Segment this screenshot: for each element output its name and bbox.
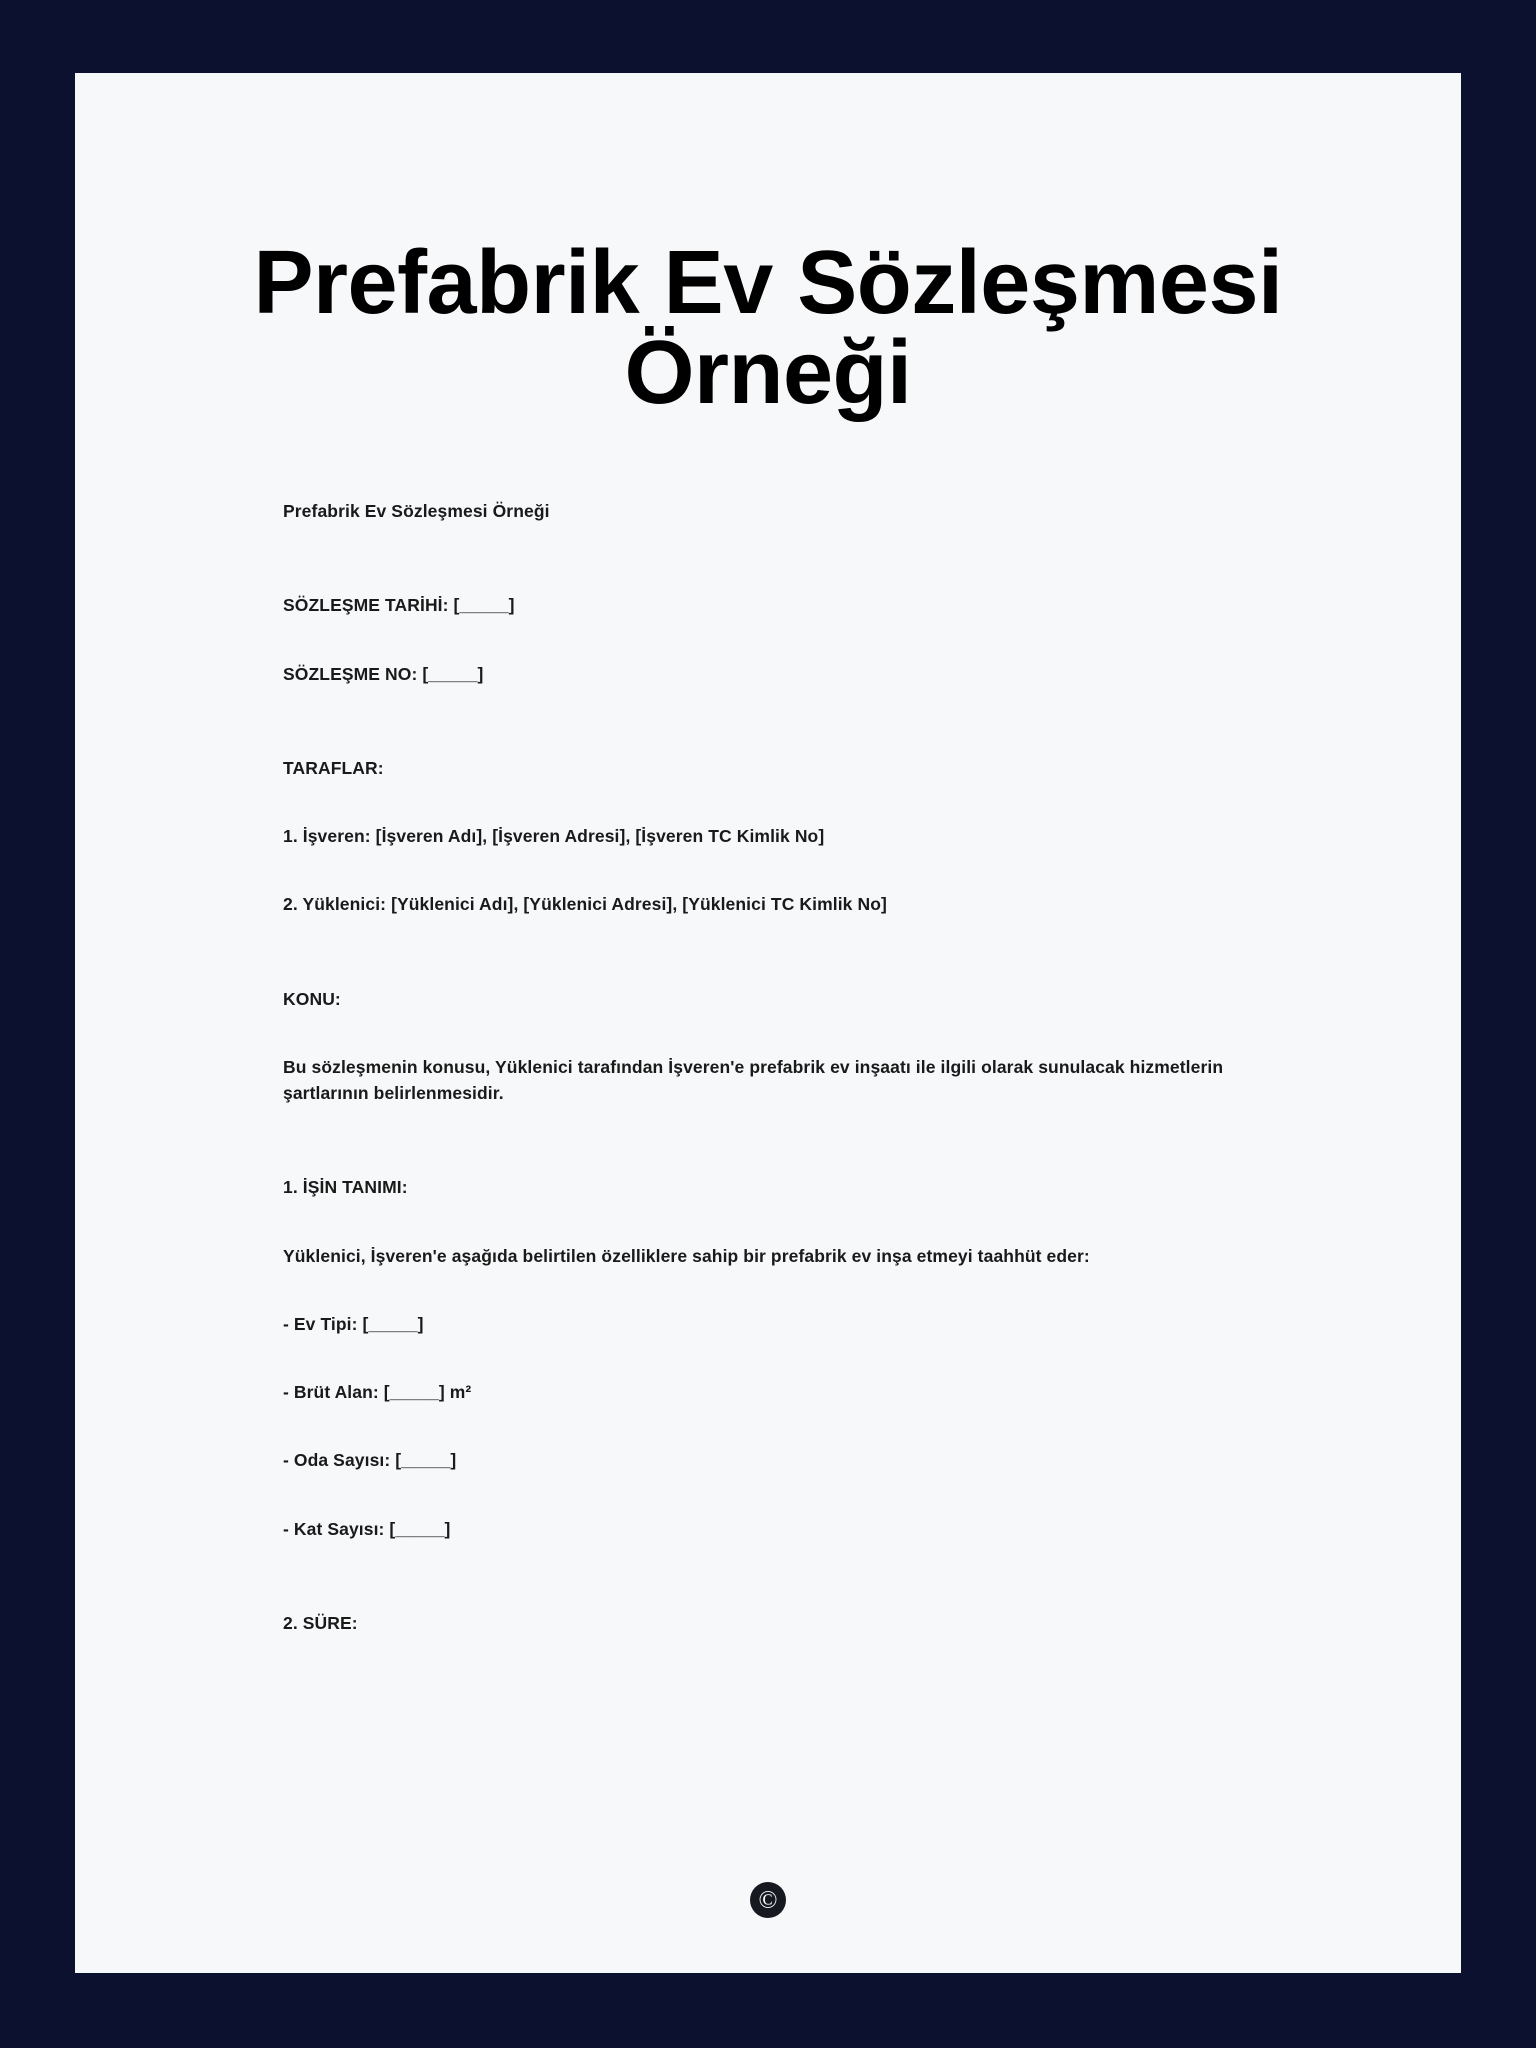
spacer <box>283 1584 1253 1610</box>
spacer <box>283 729 1253 755</box>
party-contractor-line: 2. Yüklenici: [Yüklenici Adı], [Yüklenici Adresi], [Yüklenici TC Kimlik No] <box>283 894 887 915</box>
spec-gross-area: - Brüt Alan: [_____] m² <box>283 1382 472 1402</box>
document-body <box>283 418 1253 1636</box>
contract-number-line: SÖZLEŞME NO: [_____] <box>283 663 484 684</box>
spec-floor-count: - Kat Sayısı: [_____] <box>283 1518 451 1539</box>
spacer <box>283 1148 1253 1174</box>
section-work-definition-heading: 1. İŞİN TANIMI: <box>283 1177 408 1198</box>
page-title: Prefabrik Ev Sözleşmesi Örneği <box>253 233 1283 423</box>
spec-house-type: - Ev Tipi: [_____] <box>283 1313 424 1334</box>
spacer <box>283 960 1253 986</box>
spacer <box>283 566 1253 592</box>
contract-date-line: SÖZLEŞME TARİHİ: [_____] <box>283 595 515 616</box>
parties-heading: TARAFLAR: <box>283 757 384 778</box>
subject-heading: KONU: <box>283 988 341 1009</box>
copyright-icon: © <box>750 1882 786 1918</box>
footer <box>75 1882 1461 1918</box>
document-sheet <box>75 73 1461 1973</box>
spec-room-count: - Oda Sayısı: [_____] <box>283 1450 457 1471</box>
subject-paragraph: Bu sözleşmenin konusu, Yüklenici tarafından İşveren'e prefabrik ev inşaatı ile ilgili olarak sunulacak hizmetlerin şartlarının belirlenmesidir. <box>283 1056 1224 1103</box>
section-duration-heading: 2. SÜRE: <box>283 1612 358 1633</box>
work-definition-paragraph: Yüklenici, İşveren'e aşağıda belirtilen özelliklere sahip bir prefabrik ev inşa etmeyi taahhüt eder: <box>283 1245 1090 1266</box>
document-subtitle: Prefabrik Ev Sözleşmesi Örneği <box>283 501 550 521</box>
party-employer-line: 1. İşveren: [İşveren Adı], [İşveren Adresi], [İşveren TC Kimlik No] <box>283 826 825 846</box>
